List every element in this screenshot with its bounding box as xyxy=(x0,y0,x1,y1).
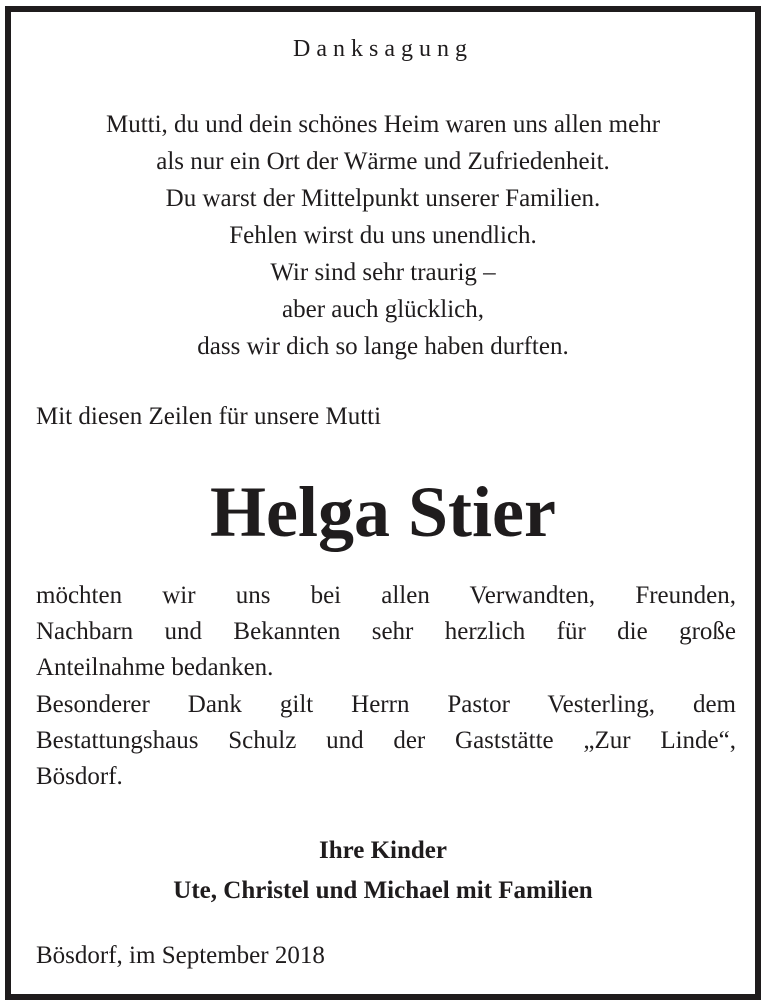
thanks-line: Anteilnahme bedanken. xyxy=(36,654,274,681)
intro-text: Mit diesen Zeilen für unsere Mutti xyxy=(36,403,382,430)
poem-line: dass wir dich so lange haben durften. xyxy=(197,333,569,360)
poem-line: als nur ein Ort der Wärme und Zufriedenheit. xyxy=(156,148,610,175)
signature-line-2: Ute, Christel und Michael mit Familien xyxy=(173,877,593,904)
signature-block xyxy=(11,831,755,911)
poem-line: Fehlen wirst du uns unendlich. xyxy=(229,222,537,249)
notice-heading: Danksagung xyxy=(293,36,473,62)
thanks-line: Bösdorf. xyxy=(36,763,123,790)
thanks-line: Besonderer Dank gilt Herrn Pastor Vesterling, dem xyxy=(36,691,736,718)
thanks-paragraph-1 xyxy=(36,578,736,686)
thanks-line: Bestattungshaus Schulz und der Gaststätte „Zur Linde“, xyxy=(36,727,736,754)
poem-line: Du warst der Mittelpunkt unserer Familien. xyxy=(165,185,601,212)
thanks-line: möchten wir uns bei allen Verwandten, Freunden, xyxy=(36,582,736,609)
poem-line: Wir sind sehr traurig – xyxy=(270,259,496,286)
deceased-name: Helga Stier xyxy=(210,472,556,552)
thanks-line: Nachbarn und Bekannten sehr herzlich für die große xyxy=(36,618,736,645)
memorial-poem xyxy=(11,106,755,365)
obituary-notice-frame xyxy=(5,6,761,1000)
poem-line: aber auch glücklich, xyxy=(282,296,484,323)
poem-line: Mutti, du und dein schönes Heim waren uns allen mehr xyxy=(105,111,661,138)
thanks-paragraph-2 xyxy=(36,687,736,795)
place-and-date: Bösdorf, im September 2018 xyxy=(36,942,325,969)
signature-line-1: Ihre Kinder xyxy=(318,837,447,864)
